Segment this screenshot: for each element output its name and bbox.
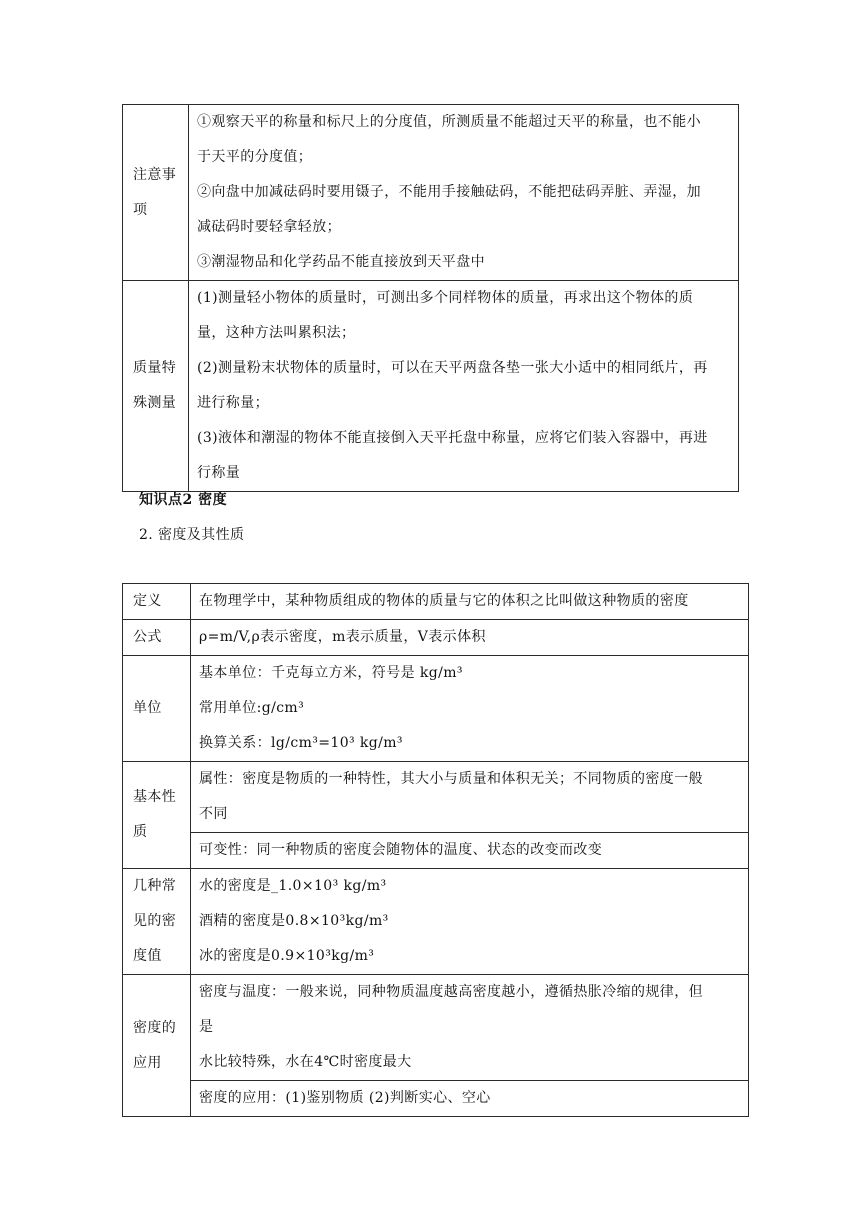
row-label: 公式 (123, 620, 191, 656)
table-row (123, 833, 749, 869)
row-label (123, 762, 191, 869)
label-line: 密度的 (133, 1019, 177, 1036)
row-content: 在物理学中，某种物质组成的物体的质量与它的体积之比叫做这种物质的密度 (191, 584, 749, 620)
row-label (123, 869, 191, 975)
row-label: 单位 (123, 656, 191, 762)
row-label: 定义 (123, 584, 191, 620)
content-line: 行称量 (197, 465, 241, 481)
row-content (191, 762, 749, 833)
content-line: 于天平的分度值； (197, 149, 313, 165)
content-line: 是 (199, 1019, 214, 1035)
label-line: 应用 (133, 1054, 162, 1071)
label-line: 注意事 (133, 166, 177, 183)
label-line: 见的密 (133, 913, 177, 929)
content-line: 换算关系：lg/cm³=10³ kg/m³ (199, 735, 403, 751)
row-content (189, 105, 739, 281)
section-subheading: 2. 密度及其性质 (139, 527, 245, 543)
content-line: 水比较特殊，水在4℃时密度最大 (199, 1054, 412, 1070)
content-line: (3)液体和潮湿的物体不能直接倒入天平托盘中称量，应将它们装入容器中，再进 (197, 430, 708, 446)
content-line: 密度与温度：一般来说，同种物质温度越高密度越小，遵循热胀冷缩的规律，但 (199, 984, 703, 1000)
table-row (123, 869, 749, 975)
content-line: 基本单位：千克每立方米，符号是 kg/m³ (199, 665, 463, 681)
balance-notes-table (122, 104, 739, 492)
label-line: 基本性 (133, 789, 177, 805)
content-line: 冰的密度是0.9×10³kg/m³ (199, 948, 375, 964)
table-row (123, 975, 749, 1081)
content-line: (2)测量粉末状物体的质量时，可以在天平两盘各垫一张大小适中的相同纸片，再 (197, 360, 708, 376)
content-line: 减砝码时要轻拿轻放； (197, 219, 341, 235)
row-content (191, 975, 749, 1081)
row-content: 密度的应用：(1)鉴别物质 (2)判断实心、空心 (191, 1081, 749, 1117)
label-line: 几种常 (133, 878, 177, 894)
table-row (123, 584, 749, 620)
content-line: 进行称量； (197, 395, 269, 411)
content-line: 不同 (199, 806, 228, 822)
row-content (191, 869, 749, 975)
label-line: 度值 (133, 948, 162, 964)
content-line: ①观察天平的称量和标尺上的分度值，所测质量不能超过天平的称量，也不能小 (197, 114, 701, 130)
row-label (123, 281, 189, 492)
label-line: 质 (133, 824, 148, 840)
label-line: 项 (133, 201, 148, 218)
label-line: 质量特 (133, 360, 177, 376)
row-content: ρ=m/V,ρ表示密度，m表示质量，V表示体积 (191, 620, 749, 656)
content-line: ③潮湿物品和化学药品不能直接放到天平盘中 (197, 254, 485, 270)
content-line: 酒精的密度是0.8×10³kg/m³ (199, 913, 389, 929)
table-row (123, 656, 749, 762)
table-row (123, 620, 749, 656)
density-table (122, 583, 749, 1117)
content-line: (1)测量轻小物体的质量时，可测出多个同样物体的质量，再求出这个物体的质 (197, 290, 694, 306)
content-line: ②向盘中加减砝码时要用镊子，不能用手接触砝码，不能把砝码弄脏、弄湿，加 (197, 184, 701, 200)
content-line: 常用单位:g/cm³ (199, 700, 305, 716)
label-line: 殊测量 (133, 395, 177, 411)
row-content (191, 656, 749, 762)
table-row (123, 105, 739, 281)
section-heading: 知识点2 密度 (139, 492, 228, 508)
table-row (123, 762, 749, 833)
content-line: 量，这种方法叫累积法； (197, 325, 356, 341)
row-label (123, 975, 191, 1117)
table-row (123, 1081, 749, 1117)
content-line: 属性：密度是物质的一种特性，其大小与质量和体积无关；不同物质的密度一般 (199, 771, 703, 787)
row-content (189, 281, 739, 492)
row-content: 可变性：同一种物质的密度会随物体的温度、状态的改变而改变 (191, 833, 749, 869)
content-line: 水的密度是_1.0×10³ kg/m³ (199, 878, 387, 894)
row-label (123, 105, 189, 281)
table-row (123, 281, 739, 492)
